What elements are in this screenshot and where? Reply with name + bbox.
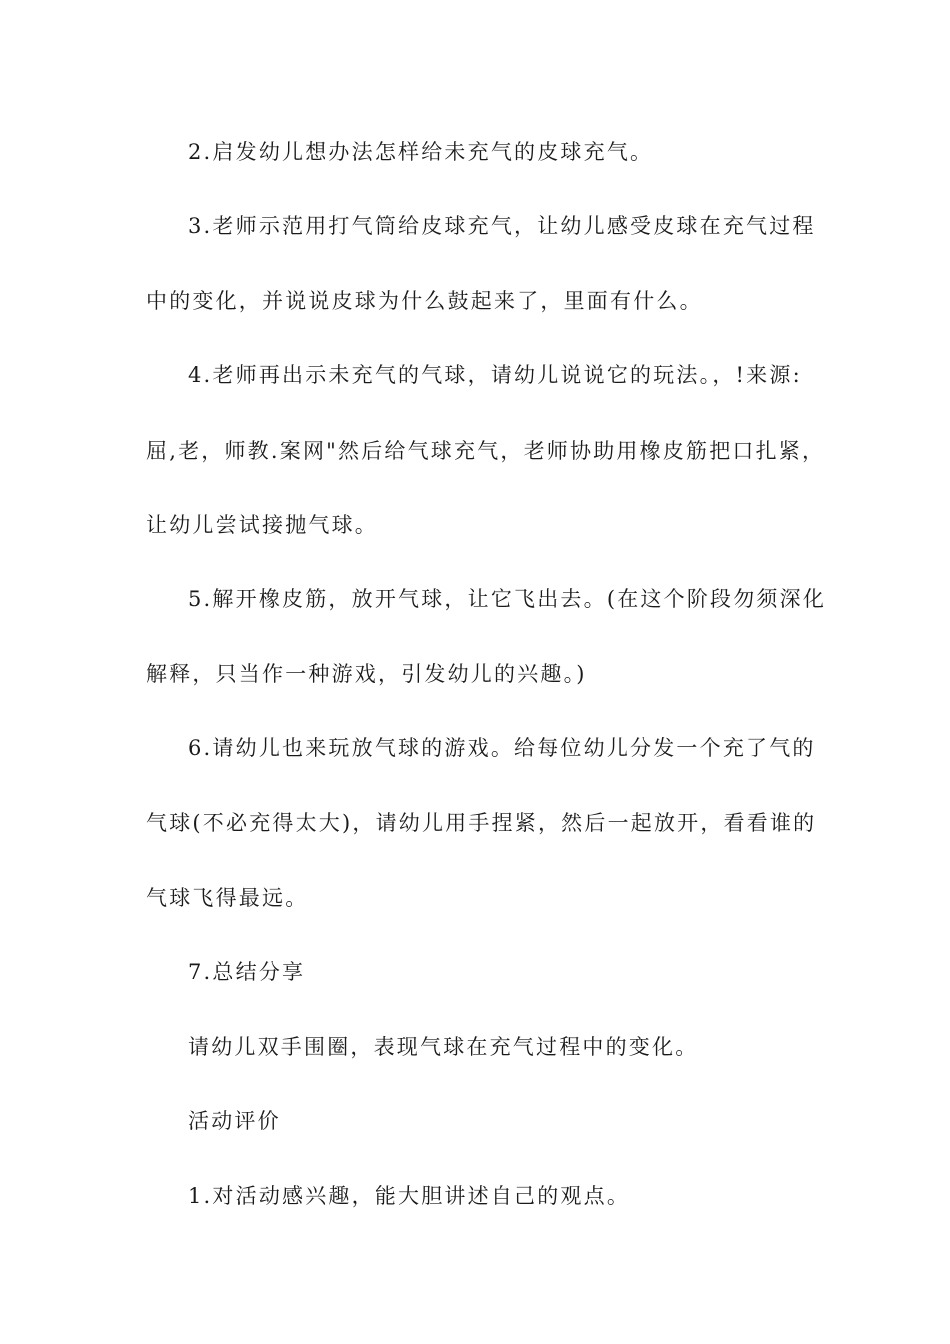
step-6-line-3: 气球飞得最远。	[146, 886, 309, 910]
step-3-line-2: 中的变化，并说说皮球为什么鼓起来了，里面有什么。	[146, 289, 703, 313]
step-5-line-2: 解释，只当作一种游戏，引发幼儿的兴趣。)	[146, 662, 587, 686]
step-6-line-1: 6.请幼儿也来玩放气球的游戏。给每位幼儿分发一个充了气的	[188, 736, 816, 760]
evaluation-heading: 活动评价	[188, 1109, 281, 1133]
step-2-line: 2.启发幼儿想办法怎样给未充气的皮球充气。	[188, 140, 654, 164]
step-5-line-1: 5.解开橡皮筋，放开气球，让它飞出去。(在这个阶段勿须深化	[188, 587, 827, 611]
step-3-line-1: 3.老师示范用打气筒给皮球充气，让幼儿感受皮球在充气过程	[188, 214, 816, 238]
evaluation-item-1: 1.对活动感兴趣，能大胆讲述自己的观点。	[188, 1184, 631, 1208]
step-4-line-2: 屈,老，师教.案网"然后给气球充气，老师协助用橡皮筋把口扎紧，	[146, 439, 826, 463]
step-4-line-3: 让幼儿尝试接抛气球。	[146, 513, 378, 537]
step-7-body: 请幼儿双手围圈，表现气球在充气过程中的变化。	[188, 1035, 699, 1059]
step-6-line-2: 气球(不必充得太大)，请幼儿用手捏紧，然后一起放开，看看谁的	[146, 811, 817, 835]
step-4-line-1: 4.老师再出示未充气的气球，请幼儿说说它的玩法。，!来源:	[188, 363, 802, 387]
step-7-heading: 7.总结分享	[188, 960, 306, 984]
